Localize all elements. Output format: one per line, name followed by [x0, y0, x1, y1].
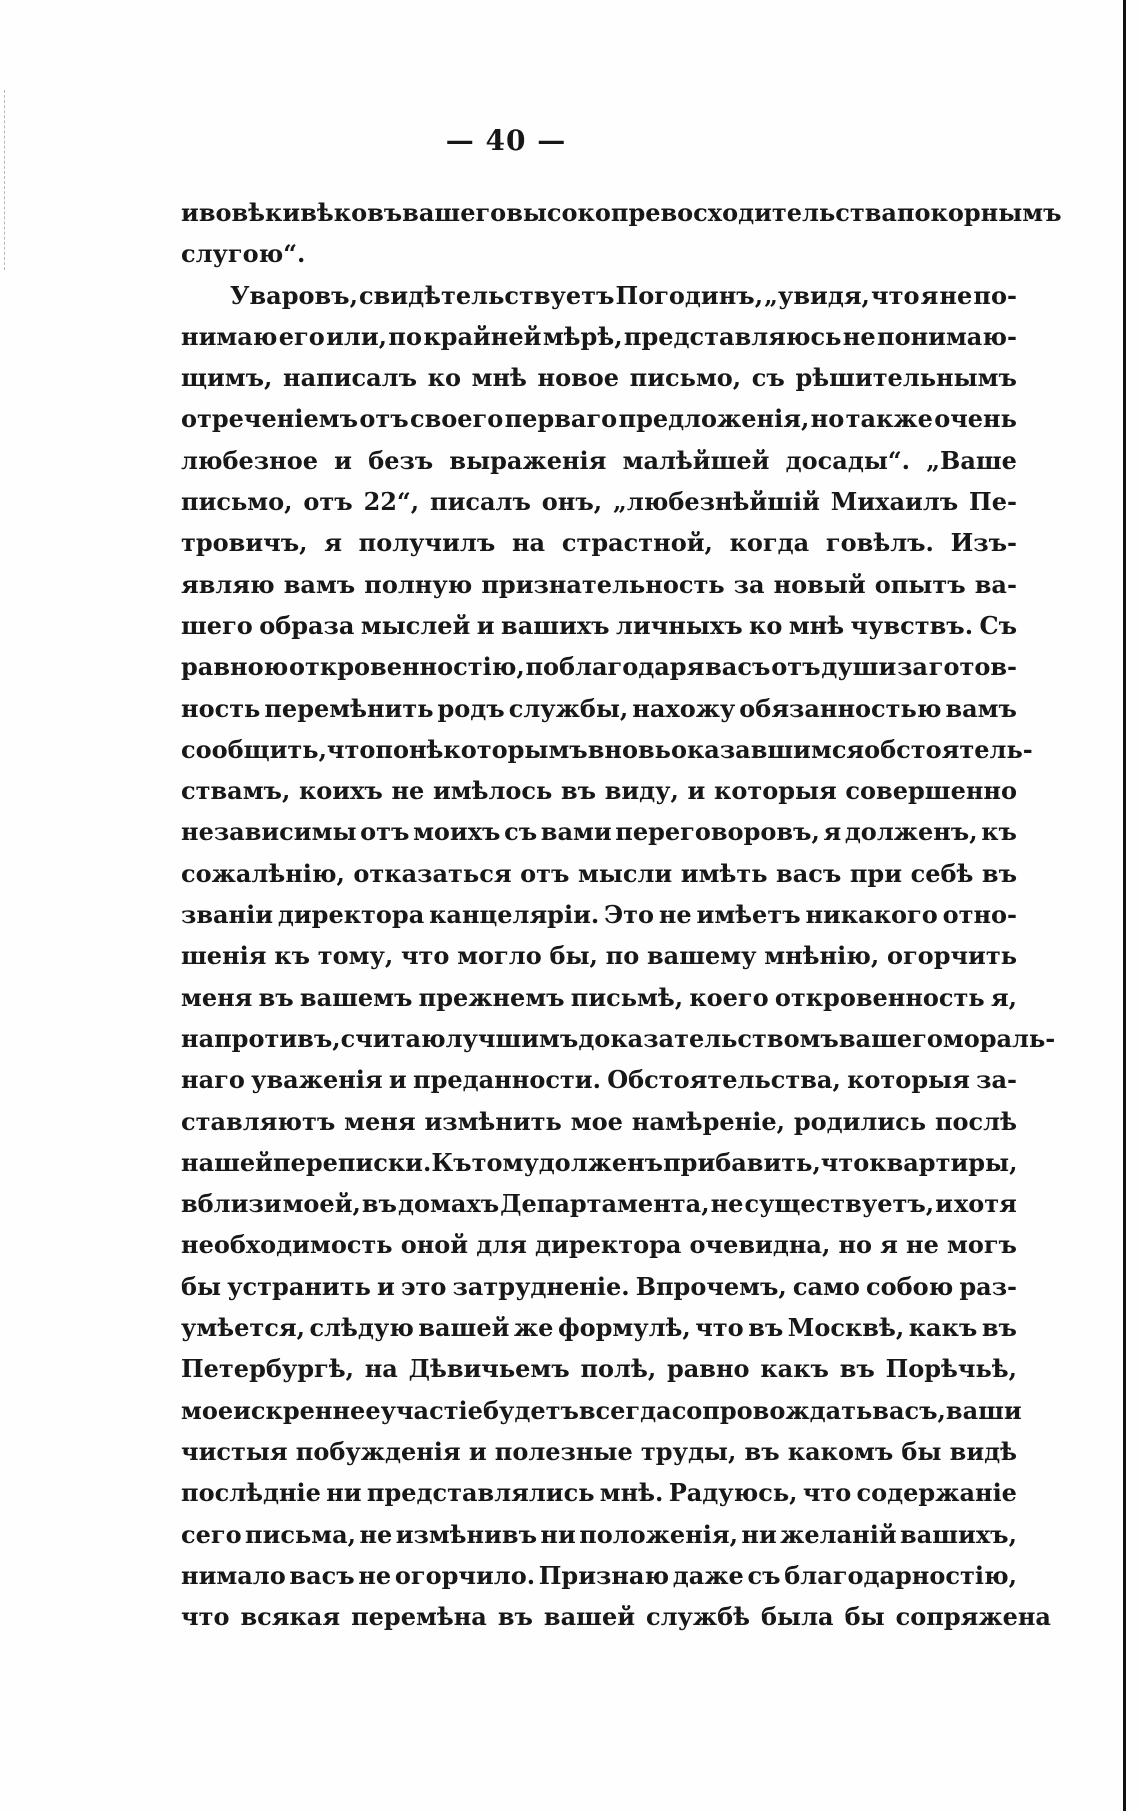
- text-line: сожалѣнію, отказаться отъ мысли имѣть васъ при себѣ въ: [181, 858, 1017, 888]
- text-line: званіи директора канцеляріи. Это не имѣетъ никакого отно-: [181, 900, 1017, 930]
- text-line: наго уваженія и преданности. Обстоятельства, которыя за-: [181, 1065, 1017, 1095]
- body-text: [181, 192, 1062, 1637]
- text-line: мое искреннее участіе будетъ всегда сопровождать васъ, ваши: [181, 1395, 1022, 1425]
- text-line: умѣется, слѣдую вашей же формулѣ, что въ Москвѣ, какъ въ: [181, 1313, 1017, 1343]
- text-line: равною откровенностію, поблагодаря васъ отъ души за готов-: [181, 652, 1017, 682]
- text-line: сообщить, что по нѣкоторымъ вновь оказавшимся обстоятель-: [181, 734, 1033, 764]
- text-line: шего образа мыслей и вашихъ личныхъ ко мнѣ чувствъ. Съ: [181, 610, 1017, 640]
- text-line: письмо, отъ 22“, писалъ онъ, „любезнѣйшій Михаилъ Пе-: [181, 487, 1017, 517]
- text-line: отреченіемъ отъ своего перваго предложенія, но также очень: [181, 404, 1017, 434]
- text-line: независимы отъ моихъ съ вами переговоровъ, я долженъ, къ: [181, 817, 1017, 847]
- text-line: нашей переписки. Къ тому долженъ прибавить, что квартиры,: [181, 1147, 1018, 1177]
- text-line: напротивъ, считаю лучшимъ доказательствомъ вашего мораль-: [181, 1023, 1056, 1053]
- scan-edge: [1123, 0, 1126, 1811]
- text-line: послѣдніе ни представлялись мнѣ. Радуюсь, что содержаніе: [181, 1478, 1017, 1508]
- text-line: ставляютъ меня измѣнить мое намѣреніе, родились послѣ: [181, 1106, 1017, 1136]
- text-line: являю вамъ полную признательность за новый опытъ ва-: [181, 569, 1017, 599]
- text-line: необходимость оной для директора очевидна, но я не могъ: [181, 1230, 1017, 1260]
- text-line: сего письма, не измѣнивъ ни положенія, ни желаній вашихъ,: [181, 1519, 1017, 1549]
- text-line: Уваровъ, свидѣтельствуетъ Погодинъ, „увидя, что я не по-: [230, 280, 1017, 310]
- page-number: — 40 —: [445, 124, 567, 157]
- text-line: тровичъ, я получилъ на страстной, когда говѣлъ. Изъ-: [181, 528, 1017, 558]
- scan-margin-marks: [4, 90, 7, 270]
- text-line: и во вѣки вѣковъ вашего высокопревосходительства покорнымъ: [181, 198, 1062, 227]
- text-line: щимъ, написалъ ко мнѣ новое письмо, съ рѣшительнымъ: [181, 363, 1017, 393]
- text-line: слугою“.: [181, 239, 306, 269]
- text-line: бы устранить и это затрудненіе. Впрочемъ, само собою раз-: [181, 1271, 1017, 1301]
- text-line: любезное и безъ выраженія малѣйшей досады“. „Ваше: [181, 445, 1017, 475]
- text-line: ность перемѣнить родъ службы, нахожу обязанностью вамъ: [181, 693, 1017, 723]
- text-line: чистыя побужденія и полезные труды, въ какомъ бы видѣ: [181, 1436, 1017, 1466]
- text-line: нимаю его или, по крайней мѣрѣ, представляюсь не понимаю-: [181, 321, 1017, 351]
- text-line: шенія къ тому, что могло бы, по вашему мнѣнію, огорчить: [181, 941, 1017, 971]
- text-line: меня въ вашемъ прежнемъ письмѣ, коего откровенность я,: [181, 982, 1017, 1012]
- text-line: нимало васъ не огорчило. Признаю даже съ благодарностію,: [181, 1560, 1017, 1590]
- text-line: что всякая перемѣна въ вашей службѣ была бы сопряжена: [181, 1602, 1051, 1632]
- text-line: Петербургѣ, на Дѣвичьемъ полѣ, равно какъ въ Порѣчьѣ,: [181, 1354, 1017, 1384]
- text-line: ствамъ, коихъ не имѣлось въ виду, и которыя совершенно: [181, 776, 1017, 806]
- text-line: вблизи моей, въ домахъ Департамента, не существуетъ, и хотя: [181, 1189, 1017, 1219]
